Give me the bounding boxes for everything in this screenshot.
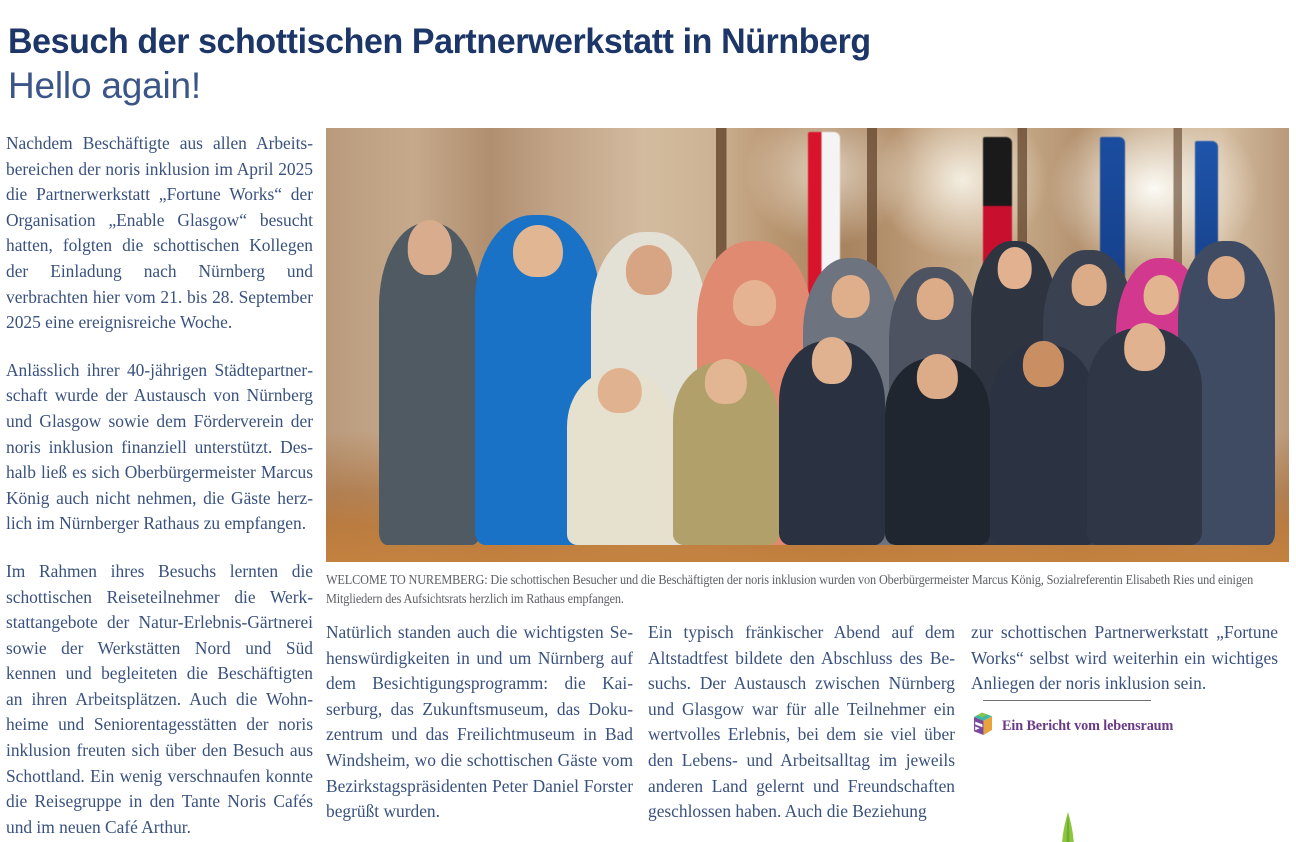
paragraph: Natürlich standen auch die wichtigsten Sehenswürdigkeiten in und um Nürnberg auf dem Besichtigungsprogramm: die Kaiserburg, das Zukunftsmuseum, das Dokuzentrum und das Freilichtmuseum in Bad Windsheim, wo die schottischen Gäste vom Bezirkstagspräsidenten Peter Daniel Forster begrüßt wurden. [326, 622, 633, 822]
person-head [1124, 323, 1166, 371]
paragraph: Im Rahmen ihres Besuchs lernten die schottischen Reiseteilnehmer die Werkstattangebote der Natur-Erlebnis-Gärtnerei sowie der Werkstätten Nord und Süd kennen und begleiteten die Beschäftigten an ihren Arbeitsplätzen. Auch die Wohnheime und Seniorentagesstätten der noris inklusion freuten sich über den Besuch aus Schottland. Ein wenig verschnaufen konnte die Reisegruppe in den Tante Noris Cafés und im neuen Café Arthur. [6, 560, 313, 837]
person-head [997, 247, 1032, 290]
person-head [1208, 256, 1245, 299]
paragraph: Ein typisch fränkischer Abend auf dem Altstadtfest bildete den Abschluss des Besuchs. Der Austausch zwischen Nürnberg und Glasgow war für alle Teilnehmer ein wertvolles Erlebnis, bei dem sie viel über den Lebens- und Arbeitsalltag im jeweils anderen Land gelernt und Freundschaften geschlossen haben. Auch die Beziehung [648, 622, 955, 822]
credit-divider [983, 700, 1151, 701]
article-credit [971, 700, 1278, 741]
body-column-3 [648, 620, 955, 825]
person-head [1144, 275, 1179, 315]
paragraph: zur schottischen Partnerwerkstatt „Fortune Works“ selbst wird weiterhin ein wichtiges Anliegen der noris inklusion sein. [971, 622, 1278, 694]
person-head [1072, 264, 1107, 305]
person-head [513, 225, 563, 278]
person-head [832, 275, 871, 318]
photo-caption: WELCOME TO NUREMBERG: Die schottischen Besucher und die Beschäftigten der noris inklusion wurden von Oberbürgermeister Marcus König, Sozialreferentin Elisabeth Ries und einigen Mitgliedern des Aufsichtsrats herzlich im Rathaus empfangen. [326, 572, 1254, 606]
credit-row [971, 712, 1278, 741]
person-figure [990, 345, 1096, 545]
person-figure [673, 362, 779, 544]
credit-label: Ein Bericht vom lebensraum [1002, 718, 1174, 735]
person-head [1023, 341, 1063, 387]
body-column-2 [326, 620, 633, 825]
headline-block [8, 22, 1288, 108]
article-photo [326, 128, 1289, 562]
paragraph: Anlässlich ihrer 40-jährigen Städtepartnerschaft wurde der Austausch von Nürnberg und Glasgow sowie dem Förderverein der noris inklusion finanziell unterstützt. Deshalb ließ es sich Oberbürgermeister Marcus König auch nicht nehmen, die Gäste herzlich im Nürnberger Rathaus zu empfangen. [6, 359, 313, 534]
person-head [917, 278, 954, 320]
group-of-people [326, 128, 1289, 562]
person-head [704, 359, 746, 405]
person-head [407, 220, 451, 275]
page-subtitle: Hello again! [8, 65, 202, 106]
green-sprout-tip [1058, 812, 1078, 842]
body-column-1 [6, 131, 313, 840]
person-figure [885, 358, 991, 545]
person-head [733, 280, 777, 326]
photo-background [326, 128, 1289, 562]
person-head [625, 245, 671, 295]
person-head [597, 368, 641, 413]
paragraph: Nachdem Beschäftigte aus allen Arbeitsbereichen der noris inklusion im April 2025 die Partnerwerkstatt „Fortune Works“ der Organisation „Enable Glasgow“ besucht hatten, folgten die schottischen Kollegen der Einladung nach Nürnberg und verbrachten hier vom 21. bis 28. September 2025 eine ereignisreiche Woche. [6, 133, 313, 333]
person-figure [379, 223, 480, 544]
body-column-4 [971, 620, 1278, 697]
page-title: Besuch der schottischen Partnerwerkstatt in Nürnberg [8, 22, 871, 61]
person-head [811, 337, 851, 384]
person-figure [1087, 328, 1203, 545]
person-figure [567, 371, 673, 545]
lebensraum-cube-logo [971, 712, 993, 741]
person-head [917, 354, 957, 399]
person-figure [779, 341, 885, 545]
